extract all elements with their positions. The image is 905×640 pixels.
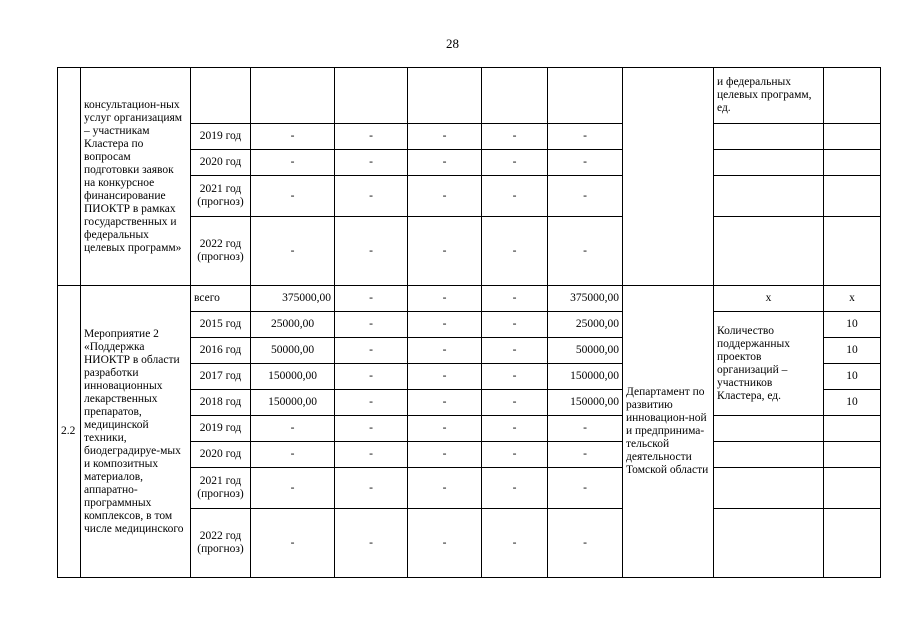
indicator-name: и федеральных целевых программ, ед.: [714, 68, 824, 124]
amount-cell: -: [335, 286, 408, 312]
indicator-name: [714, 124, 824, 150]
amount-total: 50000,00: [251, 338, 335, 364]
executor-cell: [623, 68, 714, 286]
indicator-name: [714, 509, 824, 578]
amount-cell: -: [408, 176, 482, 217]
amount-cell: [408, 68, 482, 124]
amount-last: -: [548, 442, 623, 468]
year-cell: 2021 год (прогноз): [191, 468, 251, 509]
indicator-value: [824, 468, 881, 509]
amount-total: 150000,00: [251, 364, 335, 390]
amount-total: -: [251, 468, 335, 509]
amount-cell: [482, 68, 548, 124]
indicator-value: [824, 124, 881, 150]
indicator-name: х: [714, 286, 824, 312]
indicator-name: [714, 468, 824, 509]
amount-cell: -: [408, 442, 482, 468]
indicator-value: 10: [824, 338, 881, 364]
amount-cell: -: [408, 217, 482, 286]
amount-cell: -: [408, 390, 482, 416]
amount-cell: -: [548, 217, 623, 286]
indicator-value: [824, 150, 881, 176]
indicator-value: х: [824, 286, 881, 312]
amount-last: 50000,00: [548, 338, 623, 364]
amount-cell: -: [482, 217, 548, 286]
amount-total: 25000,00: [251, 312, 335, 338]
amount-cell: -: [548, 176, 623, 217]
measure-description: консультацион-ных услуг организациям – участникам Кластера по вопросам подготовки заявок на конкурсное финансирование ПИОКТР в рамках государственных и федеральных целевых программ»: [81, 68, 191, 286]
year-cell: 2019 год: [191, 124, 251, 150]
amount-cell: -: [251, 217, 335, 286]
indicator-value: [824, 509, 881, 578]
amount-cell: -: [335, 312, 408, 338]
table-row: [58, 286, 881, 312]
amount-cell: -: [408, 312, 482, 338]
indicator-name: Количество поддержанных проектов организаций – участников Кластера, ед.: [714, 312, 824, 416]
amount-cell: -: [251, 150, 335, 176]
amount-cell: -: [335, 468, 408, 509]
amount-cell: -: [482, 468, 548, 509]
amount-cell: -: [251, 176, 335, 217]
amount-cell: -: [408, 416, 482, 442]
number-cell: [58, 68, 81, 286]
amount-cell: -: [251, 124, 335, 150]
amount-cell: -: [408, 468, 482, 509]
amount-cell: -: [482, 312, 548, 338]
indicator-value: 10: [824, 312, 881, 338]
page-number: 28: [446, 36, 459, 51]
year-cell: 2022 год (прогноз): [191, 509, 251, 578]
amount-cell: -: [482, 338, 548, 364]
amount-total: -: [251, 416, 335, 442]
amount-last: 25000,00: [548, 312, 623, 338]
indicator-name: [714, 176, 824, 217]
amount-last: 375000,00: [548, 286, 623, 312]
indicator-name: [714, 442, 824, 468]
amount-cell: -: [482, 124, 548, 150]
year-cell: 2022 год (прогноз): [191, 217, 251, 286]
amount-total: -: [251, 509, 335, 578]
year-cell: 2020 год: [191, 150, 251, 176]
amount-cell: -: [408, 364, 482, 390]
indicator-value: [824, 416, 881, 442]
year-cell: 2017 год: [191, 364, 251, 390]
year-cell: 2020 год: [191, 442, 251, 468]
amount-cell: -: [408, 338, 482, 364]
amount-cell: [251, 68, 335, 124]
amount-cell: -: [335, 150, 408, 176]
year-cell: 2016 год: [191, 338, 251, 364]
amount-total: -: [251, 442, 335, 468]
amount-cell: -: [335, 176, 408, 217]
indicator-value: 10: [824, 364, 881, 390]
indicator-value: 10: [824, 390, 881, 416]
year-cell: 2019 год: [191, 416, 251, 442]
amount-cell: [548, 68, 623, 124]
executor-cell: Департамент по развитию инновацион-ной и предпринима-тельской деятельности Томской области: [623, 286, 714, 578]
amount-total: 375000,00: [251, 286, 335, 312]
year-cell: 2015 год: [191, 312, 251, 338]
measure-number: 2.2: [58, 286, 81, 578]
amount-cell: -: [408, 150, 482, 176]
amount-last: -: [548, 416, 623, 442]
amount-last: -: [548, 509, 623, 578]
indicator-name: [714, 217, 824, 286]
amount-cell: -: [548, 150, 623, 176]
amount-cell: -: [408, 286, 482, 312]
amount-cell: -: [548, 124, 623, 150]
amount-cell: -: [335, 364, 408, 390]
indicator-value: [824, 176, 881, 217]
amount-cell: -: [482, 286, 548, 312]
amount-cell: -: [335, 390, 408, 416]
program-table: [57, 67, 881, 578]
amount-last: 150000,00: [548, 390, 623, 416]
indicator-name: [714, 150, 824, 176]
amount-cell: -: [408, 124, 482, 150]
amount-last: -: [548, 468, 623, 509]
amount-cell: -: [482, 416, 548, 442]
amount-cell: -: [335, 338, 408, 364]
amount-cell: -: [482, 364, 548, 390]
amount-cell: -: [408, 509, 482, 578]
amount-last: 150000,00: [548, 364, 623, 390]
amount-cell: -: [335, 442, 408, 468]
amount-cell: -: [482, 390, 548, 416]
amount-cell: -: [335, 124, 408, 150]
amount-cell: -: [335, 416, 408, 442]
amount-cell: -: [482, 150, 548, 176]
table-row: [58, 68, 881, 124]
measure-description: Мероприятие 2 «Поддержка НИОКТР в области разработки инновационных лекарственных препаратов, медицинской техники, биодеградируе-мых и композитных материалов, аппаратно-программных комплексов, в том числе медицинского: [81, 286, 191, 578]
indicator-name: [714, 416, 824, 442]
amount-cell: -: [482, 509, 548, 578]
indicator-value: [824, 68, 881, 124]
amount-total: 150000,00: [251, 390, 335, 416]
indicator-value: [824, 442, 881, 468]
amount-cell: [335, 68, 408, 124]
amount-cell: -: [482, 176, 548, 217]
year-cell: 2018 год: [191, 390, 251, 416]
indicator-value: [824, 217, 881, 286]
year-cell: [191, 68, 251, 124]
amount-cell: -: [335, 217, 408, 286]
year-cell: 2021 год (прогноз): [191, 176, 251, 217]
amount-cell: -: [482, 442, 548, 468]
amount-cell: -: [335, 509, 408, 578]
year-cell: всего: [191, 286, 251, 312]
